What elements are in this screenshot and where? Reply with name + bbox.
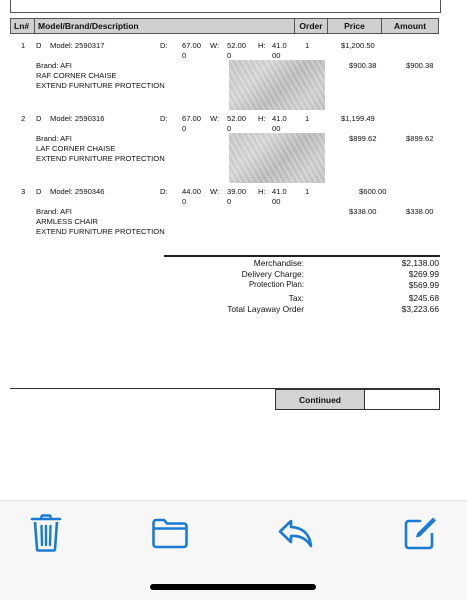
protection-plan: EXTEND FURNITURE PROTECTION: [36, 227, 165, 236]
home-indicator[interactable]: [150, 584, 316, 590]
delivery-charge-label: Delivery Charge:: [241, 269, 304, 279]
compose-icon: [402, 515, 438, 551]
protection-plan: EXTEND FURNITURE PROTECTION: [36, 81, 165, 90]
product-name: ARMLESS CHAIR: [36, 217, 99, 226]
totals-divider: [164, 255, 440, 257]
protection-plan: EXTEND FURNITURE PROTECTION: [36, 154, 165, 163]
depth-value: 67.00 0: [182, 41, 202, 60]
width-value: 39.00 0: [227, 187, 247, 206]
product-name: LAF CORNER CHAISE: [36, 144, 116, 153]
protection-plan-label: Protection Plan:: [248, 280, 304, 289]
width-value: 52.00 0: [227, 41, 247, 60]
col-header-ln: Ln#: [11, 19, 35, 34]
line-amount: $338.00: [406, 207, 434, 216]
line-type: D: [36, 41, 42, 50]
line-amount: $899.62: [406, 134, 434, 143]
model-number: Model: 2590317: [50, 41, 105, 50]
height-value: 41.0 00: [272, 187, 287, 206]
depth-value: 67.00 0: [182, 114, 202, 133]
reply-button[interactable]: [276, 513, 316, 553]
depth-label: D:: [160, 41, 168, 50]
tax-label: Tax:: [288, 293, 304, 303]
col-header-amount: Amount: [382, 19, 439, 34]
brand: Brand: AFI: [36, 61, 72, 70]
width-label: W:: [210, 41, 220, 50]
line-item: [10, 114, 439, 184]
model-number: Model: 2590346: [50, 187, 105, 196]
total-layaway-value: $3,223.66: [401, 304, 439, 314]
list-price: $1,200.50: [341, 41, 375, 50]
order-qty: 1: [305, 187, 310, 196]
reply-icon: [277, 517, 315, 549]
depth-label: D:: [160, 114, 168, 123]
line-number: 2: [21, 114, 26, 123]
depth-value: 44.00 0: [182, 187, 202, 206]
height-label: H:: [258, 41, 266, 50]
col-header-order: Order: [295, 19, 328, 34]
folder-icon: [151, 517, 189, 549]
col-header-description: Model/Brand/Description: [35, 19, 295, 34]
continued-label: Continued: [276, 390, 365, 409]
depth-label: D:: [160, 187, 168, 196]
order-qty: 1: [305, 41, 310, 50]
col-header-price: Price: [328, 19, 382, 34]
continued-blank-cell: [365, 390, 439, 409]
protection-plan-value: $569.99: [408, 280, 439, 290]
line-type: D: [36, 114, 42, 123]
line-item: [10, 187, 439, 237]
compose-button[interactable]: [400, 513, 440, 553]
items-table-header: [10, 18, 439, 34]
header-field-box: [10, 0, 441, 13]
list-price: $1,199.49: [341, 114, 375, 123]
brand: Brand: AFI: [36, 207, 72, 216]
height-label: H:: [258, 187, 266, 196]
model-number: Model: 2590316: [50, 114, 105, 123]
merchandise-label: Merchandise:: [253, 258, 304, 268]
merchandise-value: $2,138.00: [401, 258, 439, 268]
continued-box: [275, 389, 440, 410]
width-label: W:: [210, 114, 220, 123]
height-value: 41.0 00: [272, 114, 287, 133]
line-number: 1: [21, 41, 26, 50]
line-item: [10, 41, 439, 111]
tax-value: $245.68: [408, 293, 439, 303]
sale-price: $900.38: [349, 61, 377, 70]
sale-price: $899.62: [349, 134, 377, 143]
line-number: 3: [21, 187, 26, 196]
height-value: 41.0 00: [272, 41, 287, 60]
sale-price: $338.00: [349, 207, 377, 216]
product-name: RAF CORNER CHAISE: [36, 71, 117, 80]
product-image: [229, 60, 325, 110]
move-to-folder-button[interactable]: [150, 513, 190, 553]
line-type: D: [36, 187, 42, 196]
brand: Brand: AFI: [36, 134, 72, 143]
width-label: W:: [210, 187, 220, 196]
product-image: [229, 133, 325, 183]
trash-button[interactable]: [26, 513, 66, 553]
delivery-charge-value: $269.99: [408, 269, 439, 279]
width-value: 52.00 0: [227, 114, 247, 133]
order-qty: 1: [305, 114, 310, 123]
line-amount: $900.38: [406, 61, 434, 70]
trash-icon: [30, 514, 62, 552]
height-label: H:: [258, 114, 266, 123]
total-layaway-label: Total Layaway Order: [227, 304, 304, 314]
list-price: $600.00: [359, 187, 387, 196]
